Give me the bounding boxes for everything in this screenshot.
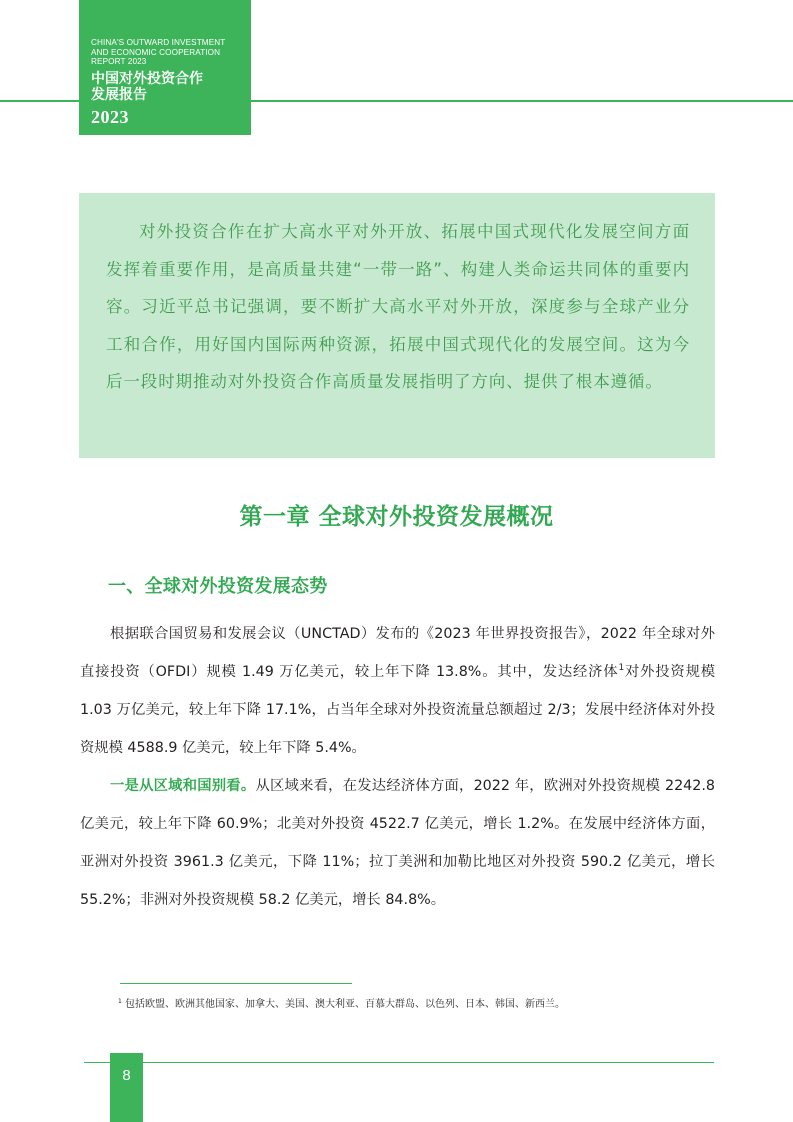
header-chinese-title bbox=[91, 71, 251, 103]
footer-rule bbox=[84, 1062, 714, 1063]
paragraph-highlight: 一是从区域和国别看。 bbox=[110, 778, 256, 794]
paragraph-region bbox=[80, 767, 715, 919]
paragraph-text: 对外投资规模 1.03 万亿美元，较上年下降 17.1%，占当年全球对外投资流量总额超过 2/3；发展中经济体对外投资规模 4588.9 亿美元，较上年下降 5.4%。 bbox=[80, 664, 716, 756]
header-cn-line: 中国对外投资合作 bbox=[91, 70, 203, 87]
section-title: 一、全球对外投资发展态势 bbox=[108, 576, 328, 597]
header-en-line: CHINA'S OUTWARD INVESTMENT bbox=[91, 38, 226, 47]
header-rule-left bbox=[0, 100, 79, 102]
footnote-text: 包括欧盟、欧洲其他国家、加拿大、美国、澳大利亚、百慕大群岛、以色列、日本、韩国、新西兰。 bbox=[125, 999, 566, 1010]
footnote-divider bbox=[120, 983, 352, 984]
page-number-tab bbox=[110, 1053, 143, 1122]
body-text bbox=[80, 615, 715, 919]
paragraph-text: 根据联合国贸易和发展会议（UNCTAD）发布的《2023 年世界投资报告》，2022 年全球对外直接投资（OFDI）规模 1.49 万亿美元，较上年下降 13.8%。其中，发达经济体 bbox=[80, 626, 715, 680]
chapter-title: 第一章 全球对外投资发展概况 bbox=[239, 504, 554, 530]
header-year: 2023 bbox=[91, 106, 129, 127]
footnote bbox=[118, 995, 565, 1010]
footnote-number: 1 bbox=[118, 998, 122, 1005]
paragraph-text: 从区域来看，在发达经济体方面，2022 年，欧洲对外投资规模 2242.8 亿美元，较上年下降 60.9%；北美对外投资 4522.7 亿美元，增长 1.2%。在发展中经济体方面，亚洲对外投资 3961.3 亿美元，下降 11%；拉丁美洲和加勒比地区对外投资 590.2 亿美元，增长 55.2%；非洲对外投资规模 58.2 亿美元，增长 84.8%。 bbox=[80, 778, 716, 908]
header-rule bbox=[251, 100, 793, 102]
report-header-block bbox=[79, 0, 251, 135]
header-en-line: AND ECONOMIC COOPERATION bbox=[91, 47, 221, 57]
header-english-title bbox=[91, 38, 251, 67]
intro-callout-box bbox=[79, 193, 715, 458]
page-number: 8 bbox=[122, 1067, 131, 1084]
header-en-line: REPORT 2023 bbox=[91, 57, 147, 67]
header-cn-line: 发展报告 bbox=[91, 86, 147, 103]
paragraph-global-ofdi bbox=[80, 615, 715, 767]
footnote-reference[interactable]: 1 bbox=[618, 663, 625, 673]
intro-callout-text: 对外投资合作在扩大高水平对外开放、拓展中国式现代化发展空间方面发挥着重要作用，是高质量共建“一带一路”、构建人类命运共同体的重要内容。习近平总书记强调，要不断扩大高水平对外开放，深度参与全球产业分工和合作，用好国内国际两种资源，拓展中国式现代化的发展空间。这为今后一段时期推动对外投资合作高质量发展指明了方向、提供了根本遵循。 bbox=[106, 222, 690, 391]
